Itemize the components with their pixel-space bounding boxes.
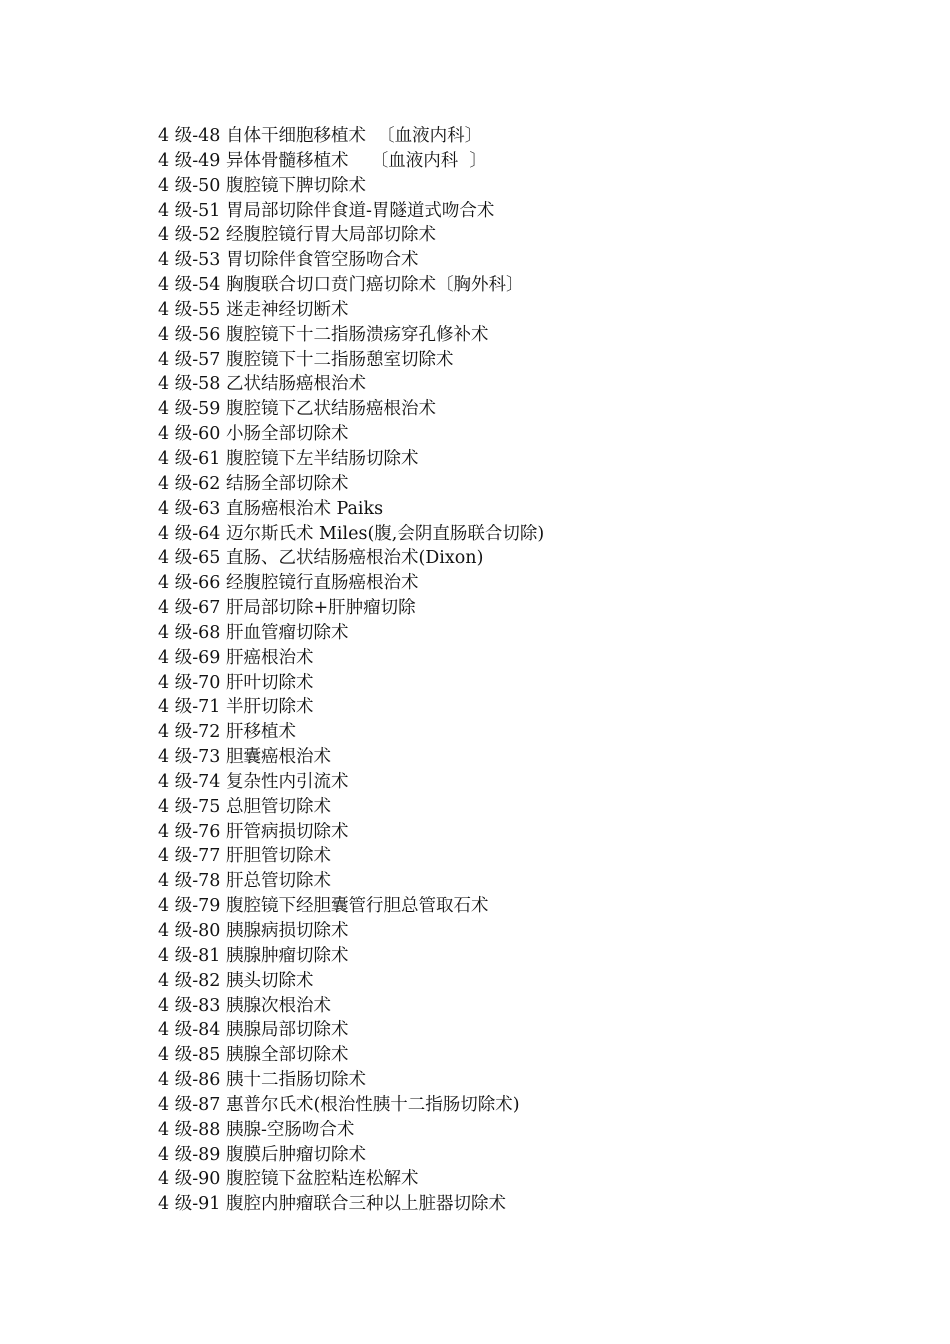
procedure-line: 4 级-89 腹膜后肿瘤切除术 bbox=[158, 1144, 366, 1165]
procedure-line: 4 级-75 总胆管切除术 bbox=[158, 796, 331, 817]
procedure-line: 4 级-84 胰腺局部切除术 bbox=[158, 1020, 349, 1041]
procedure-line: 4 级-77 肝胆管切除术 bbox=[158, 846, 331, 867]
procedure-line: 4 级-76 肝管病损切除术 bbox=[158, 821, 349, 842]
procedure-line: 4 级-82 胰头切除术 bbox=[158, 970, 314, 991]
procedure-line: 4 级-60 小肠全部切除术 bbox=[158, 424, 349, 445]
procedure-line: 4 级-69 肝癌根治术 bbox=[158, 647, 314, 668]
procedure-line: 4 级-65 直肠、乙状结肠癌根治术(Dixon) bbox=[158, 548, 484, 569]
procedure-list bbox=[158, 124, 544, 1217]
procedure-line: 4 级-55 迷走神经切断术 bbox=[158, 299, 349, 320]
procedure-line: 4 级-88 胰腺-空肠吻合术 bbox=[158, 1119, 355, 1140]
procedure-line: 4 级-86 胰十二指肠切除术 bbox=[158, 1070, 366, 1091]
procedure-line: 4 级-49 异体骨髓移植术 〔血液内科 〕 bbox=[158, 150, 487, 171]
procedure-line: 4 级-63 直肠癌根治术 Paiks bbox=[158, 498, 384, 519]
procedure-line: 4 级-85 胰腺全部切除术 bbox=[158, 1045, 349, 1066]
procedure-line: 4 级-68 肝血管瘤切除术 bbox=[158, 622, 349, 643]
procedure-line: 4 级-62 结肠全部切除术 bbox=[158, 473, 349, 494]
procedure-line: 4 级-71 半肝切除术 bbox=[158, 697, 314, 718]
procedure-line: 4 级-61 腹腔镜下左半结肠切除术 bbox=[158, 448, 419, 469]
procedure-line: 4 级-58 乙状结肠癌根治术 bbox=[158, 374, 366, 395]
procedure-line: 4 级-59 腹腔镜下乙状结肠癌根治术 bbox=[158, 399, 436, 420]
procedure-line: 4 级-74 复杂性内引流术 bbox=[158, 771, 349, 792]
procedure-line: 4 级-78 肝总管切除术 bbox=[158, 871, 331, 892]
procedure-line: 4 级-50 腹腔镜下脾切除术 bbox=[158, 175, 366, 196]
procedure-line: 4 级-64 迈尔斯氏术 Miles(腹,会阴直肠联合切除) bbox=[158, 523, 545, 544]
procedure-line: 4 级-52 经腹腔镜行胃大局部切除术 bbox=[158, 225, 436, 246]
procedure-line: 4 级-91 腹腔内肿瘤联合三种以上脏器切除术 bbox=[158, 1194, 506, 1215]
procedure-line: 4 级-87 惠普尔氏术(根治性胰十二指肠切除术) bbox=[158, 1094, 520, 1115]
procedure-line: 4 级-66 经腹腔镜行直肠癌根治术 bbox=[158, 573, 419, 594]
procedure-line: 4 级-90 腹腔镜下盆腔粘连松解术 bbox=[158, 1169, 419, 1190]
procedure-line: 4 级-56 腹腔镜下十二指肠溃疡穿孔修补术 bbox=[158, 324, 489, 345]
procedure-line: 4 级-70 肝叶切除术 bbox=[158, 672, 314, 693]
procedure-line: 4 级-81 胰腺肿瘤切除术 bbox=[158, 945, 349, 966]
procedure-line: 4 级-73 胆囊癌根治术 bbox=[158, 747, 331, 768]
procedure-line: 4 级-48 自体干细胞移植术 〔血液内科〕 bbox=[158, 126, 483, 146]
procedure-line: 4 级-79 腹腔镜下经胆囊管行胆总管取石术 bbox=[158, 896, 489, 917]
procedure-line: 4 级-53 胃切除伴食管空肠吻合术 bbox=[158, 250, 419, 271]
procedure-line: 4 级-67 肝局部切除+肝肿瘤切除 bbox=[158, 598, 416, 619]
procedure-line: 4 级-80 胰腺病损切除术 bbox=[158, 921, 349, 941]
procedure-line: 4 级-57 腹腔镜下十二指肠憩室切除术 bbox=[158, 349, 454, 370]
procedure-line: 4 级-72 肝移植术 bbox=[158, 722, 296, 743]
procedure-line: 4 级-51 胃局部切除伴食道-胃隧道式吻合术 bbox=[158, 200, 495, 221]
procedure-line: 4 级-54 胸腹联合切口贲门癌切除术〔胸外科〕 bbox=[158, 275, 524, 296]
procedure-line: 4 级-83 胰腺次根治术 bbox=[158, 995, 331, 1016]
